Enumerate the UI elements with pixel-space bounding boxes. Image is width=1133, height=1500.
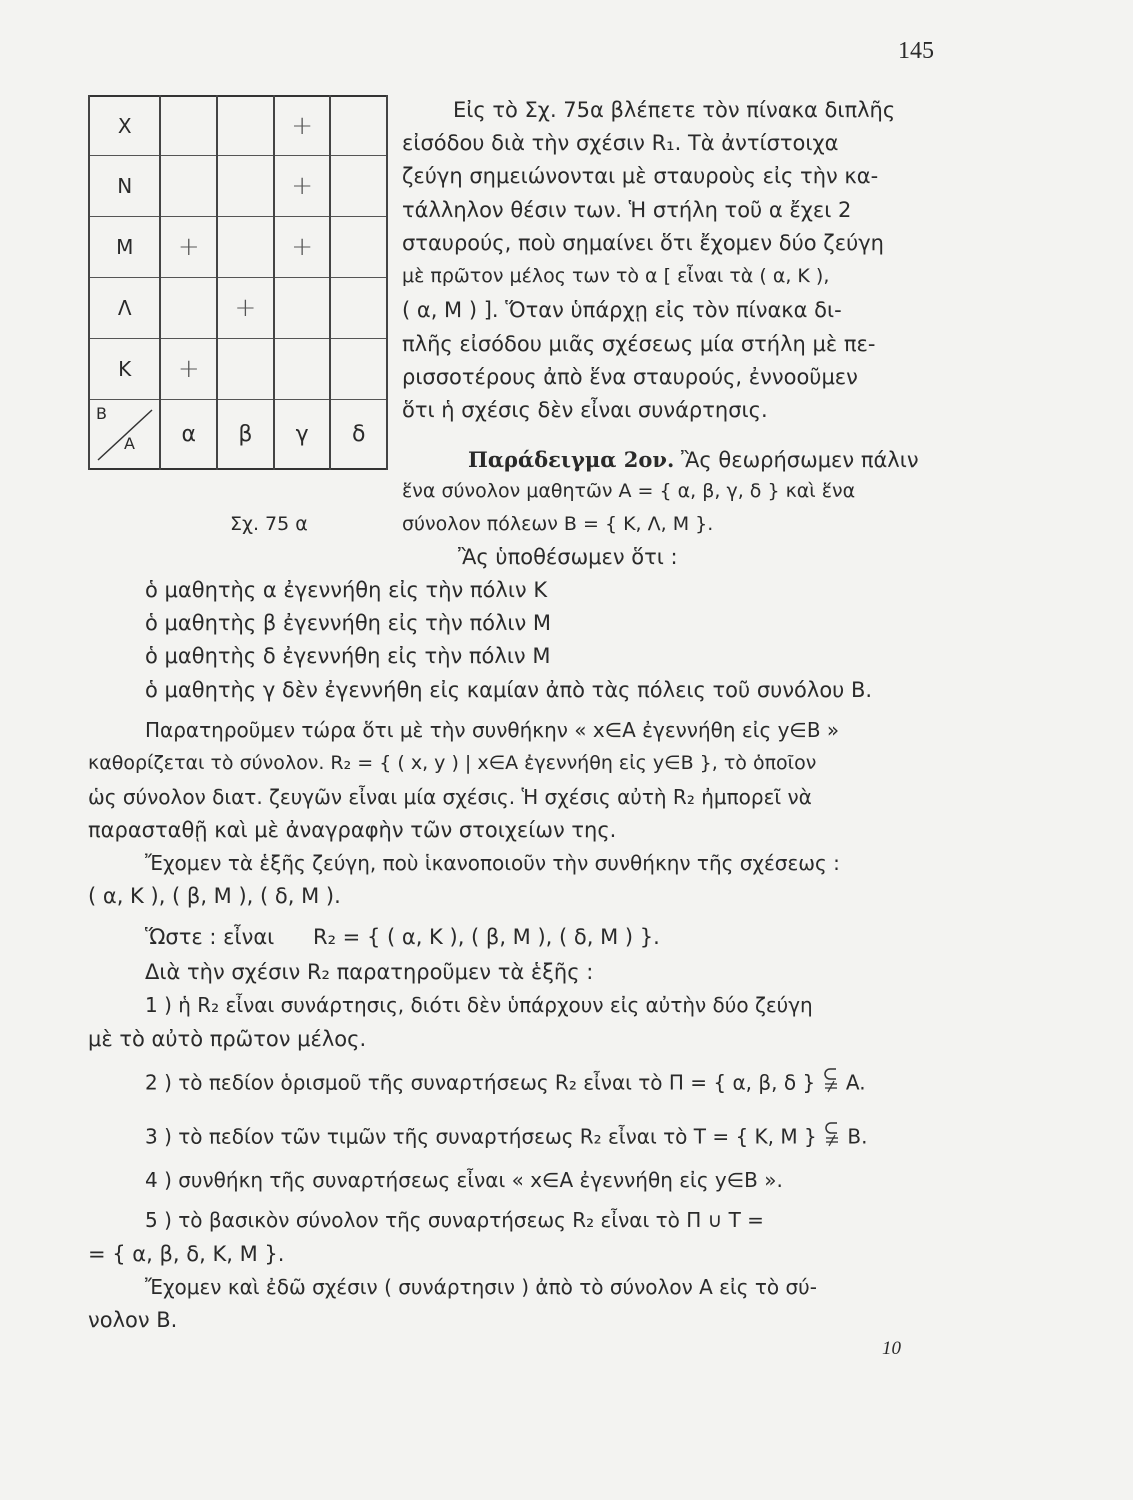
text-line: 1 ) ἡ R₂ εἶναι συνάρτησις, διότι δὲν ὑπάρχουν εἰς αὐτὴν δύο ζεύγη	[145, 993, 813, 1017]
text-line: ὁ μαθητὴς δ ἐγεννήθη εἰς τὴν πόλιν M	[145, 644, 551, 668]
corner-label-a: A	[124, 434, 135, 453]
text-line: Ἂς ὑποθέσωμεν ὅτι :	[458, 545, 678, 569]
table-cell	[217, 217, 274, 278]
table-cell	[217, 156, 274, 217]
table-cell: +	[160, 339, 217, 400]
figure-relation-table	[88, 95, 388, 535]
table-cell	[160, 96, 217, 156]
text-line: ἕνα σύνολον μαθητῶν A = { α, β, γ, δ } καὶ ἕνα	[402, 480, 856, 502]
table-cell	[330, 339, 387, 400]
text-line: τάλληλον θέσιν των. Ἡ στήλη τοῦ α ἔχει 2	[402, 198, 852, 222]
text-line: 5 ) τὸ βασικὸν σύνολον τῆς συναρτήσεως R₂ εἶναι τὸ Π ∪ T =	[145, 1208, 764, 1232]
proper-subset-icon	[822, 1066, 840, 1094]
table-row	[89, 217, 387, 278]
table-row	[89, 278, 387, 339]
table-cell	[160, 156, 217, 217]
text-line: ζεύγη σημειώνονται μὲ σταυροὺς εἰς τὴν κα-	[402, 164, 879, 188]
table-cell	[330, 96, 387, 156]
text-line: Εἰς τὸ Σχ. 75α βλέπετε τὸν πίνακα διπλῆς	[453, 98, 896, 122]
table-cell	[217, 339, 274, 400]
text-line: ὁ μαθητὴς α ἐγεννήθη εἰς τὴν πόλιν K	[145, 578, 548, 602]
signature-number: 10	[882, 1338, 901, 1359]
figure-caption: Σχ. 75 α	[230, 513, 308, 535]
text-span: A.	[845, 1070, 866, 1095]
table-row	[89, 96, 387, 156]
text-line: ( α, K ), ( β, M ), ( δ, M ).	[88, 884, 341, 908]
text-line: Ἔχομεν καὶ ἐδῶ σχέσιν ( συνάρτησιν ) ἀπὸ τὸ σύνολον A εἰς τὸ σύ-	[145, 1275, 817, 1299]
text-line: ὁ μαθητὴς γ δὲν ἐγεννήθη εἰς καμίαν ἀπὸ τὰς πόλεις τοῦ συνόλου B.	[145, 678, 873, 702]
row-label: Λ	[89, 278, 160, 339]
text-line: μὲ πρῶτον μέλος των τὸ α [ εἶναι τὰ ( α, Κ ),	[402, 265, 830, 287]
text-span: 2 ) τὸ πεδίον ὁρισμοῦ τῆς συναρτήσεως R₂ εἶναι τὸ Π = { α, β, δ }	[145, 1070, 816, 1095]
text-span: B.	[847, 1124, 868, 1149]
row-label: K	[89, 339, 160, 400]
table-cell	[274, 278, 331, 339]
example-line	[468, 447, 919, 473]
text-line: καθορίζεται τὸ σύνολον. R₂ = { ( x, y ) | x∈A ἐγεννήθη εἰς y∈B }, τὸ ὁποῖον	[88, 752, 817, 774]
text-line	[145, 1070, 866, 1098]
table-cell	[274, 339, 331, 400]
text-line: ὡς σύνολον διατ. ζευγῶν εἶναι μία σχέσις. Ἡ σχέσις αὐτὴ R₂ ἠμπορεῖ νὰ	[88, 785, 812, 809]
corner-cell	[89, 400, 160, 470]
text-line: εἰσόδου διὰ τὴν σχέσιν R₁. Τὰ ἀντίστοιχα	[402, 131, 839, 155]
text-span: 3 ) τὸ πεδίον τῶν τιμῶν τῆς συναρτήσεως R₂ εἶναι τὸ T = { K, M }	[145, 1124, 817, 1149]
table-cell	[217, 96, 274, 156]
row-label: X	[89, 96, 160, 156]
table-row	[89, 156, 387, 217]
table-cell: +	[274, 96, 331, 156]
double-entry-table	[88, 95, 388, 470]
text-span: Ἂς θεωρήσωμεν πάλιν	[680, 448, 919, 472]
row-label: N	[89, 156, 160, 217]
text-line: 4 ) συνθήκη τῆς συναρτήσεως εἶναι « x∈A ἐγεννήθη εἰς y∈B ».	[145, 1168, 783, 1192]
text-line: R₂ = { ( α, K ), ( β, M ), ( δ, M ) }.	[313, 925, 660, 949]
table-row	[89, 339, 387, 400]
page-number: 145	[898, 38, 934, 64]
text-line: σταυρούς, ποὺ σημαίνει ὅτι ἔχομεν δύο ζεύγη	[402, 231, 884, 255]
text-line: Παρατηροῦμεν τώρα ὅτι μὲ τὴν συνθήκην « x∈A ἐγεννήθη εἰς y∈B »	[145, 718, 840, 742]
table-cell	[330, 217, 387, 278]
text-line: ὁ μαθητὴς β ἐγεννήθη εἰς τὴν πόλιν M	[145, 611, 552, 635]
table-cell: +	[274, 156, 331, 217]
text-line: Ὥστε : εἶναι	[145, 925, 275, 949]
text-line: Διὰ τὴν σχέσιν R₂ παρατηροῦμεν τὰ ἑξῆς :	[145, 960, 594, 984]
text-line: σύνολον πόλεων B = { K, Λ, M }.	[402, 513, 714, 535]
row-label: M	[89, 217, 160, 278]
text-line	[145, 1124, 868, 1152]
text-line: ρισσοτέρους ἀπὸ ἕνα σταυρούς, ἐννοοῦμεν	[402, 365, 858, 389]
table-cell: +	[274, 217, 331, 278]
column-label: γ	[274, 400, 331, 470]
text-line: ( α, Μ ) ]. Ὅταν ὑπάρχῃ εἰς τὸν πίνακα δι-	[402, 298, 842, 322]
text-line: Ἔχομεν τὰ ἑξῆς ζεύγη, ποὺ ἱκανοποιοῦν τὴν συνθήκην τῆς σχέσεως :	[145, 851, 840, 875]
text-line: ὅτι ἡ σχέσις δὲν εἶναι συνάρτησις.	[402, 398, 768, 422]
text-line: παρασταθῇ καὶ μὲ ἀναγραφὴν τῶν στοιχείων της.	[88, 818, 617, 842]
text-line: = { α, β, δ, K, M }.	[88, 1242, 285, 1266]
table-row	[89, 400, 387, 470]
table-cell	[330, 278, 387, 339]
text-line: πλῆς εἰσόδου μιᾶς σχέσεως μία στήλη μὲ πε-	[402, 332, 876, 356]
table-cell	[160, 278, 217, 339]
table-cell: +	[217, 278, 274, 339]
table-cell	[330, 156, 387, 217]
column-label: α	[160, 400, 217, 470]
proper-subset-icon	[823, 1120, 841, 1148]
column-label: δ	[330, 400, 387, 470]
text-line: μὲ τὸ αὐτὸ πρῶτον μέλος.	[88, 1027, 367, 1051]
text-line: νολον B.	[88, 1308, 178, 1332]
column-label: β	[217, 400, 274, 470]
table-cell: +	[160, 217, 217, 278]
example-heading: Παράδειγμα 2ον.	[468, 447, 675, 472]
corner-label-b: B	[96, 404, 107, 423]
